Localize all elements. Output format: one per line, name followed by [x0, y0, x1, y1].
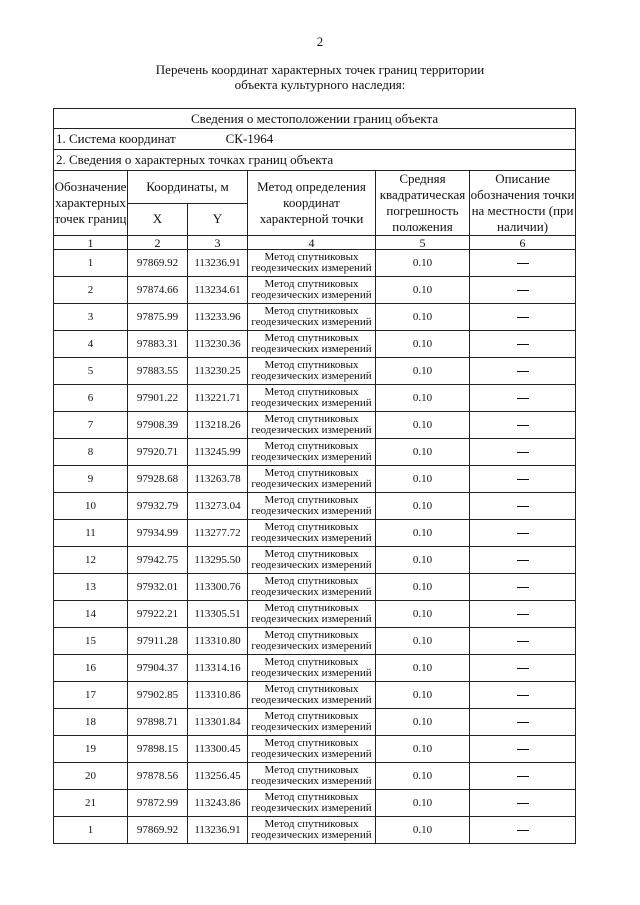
dash-mark: [517, 614, 529, 615]
point-number: 2: [54, 277, 128, 304]
coord-x: 97932.79: [128, 493, 188, 520]
method-cell: Метод спутниковых геодезических измерений: [248, 304, 376, 331]
coord-y: 113310.86: [188, 682, 248, 709]
coord-y: 113233.96: [188, 304, 248, 331]
method-cell: Метод спутниковых геодезических измерений: [248, 790, 376, 817]
dash-mark: [517, 317, 529, 318]
table-row: [54, 790, 576, 817]
point-number: 1: [54, 817, 128, 844]
point-number: 15: [54, 628, 128, 655]
table-row: [54, 331, 576, 358]
description-cell: [470, 682, 576, 709]
coord-x: 97928.68: [128, 466, 188, 493]
coord-x: 97904.37: [128, 655, 188, 682]
coord-y: 113245.99: [188, 439, 248, 466]
coord-y: 113300.76: [188, 574, 248, 601]
table-row: [54, 520, 576, 547]
dash-mark: [517, 398, 529, 399]
table-row: [54, 466, 576, 493]
header-method: Метод определения координат характерной точки: [248, 171, 376, 236]
error-cell: 0.10: [376, 520, 470, 547]
coord-x: 97901.22: [128, 385, 188, 412]
method-cell: Метод спутниковых геодезических измерений: [248, 682, 376, 709]
description-cell: [470, 655, 576, 682]
description-cell: [470, 628, 576, 655]
dash-mark: [517, 695, 529, 696]
column-number: 6: [470, 236, 576, 250]
dash-mark: [517, 506, 529, 507]
coord-y: 113256.45: [188, 763, 248, 790]
column-number: 5: [376, 236, 470, 250]
dash-mark: [517, 641, 529, 642]
table-row: [54, 439, 576, 466]
coord-y: 113310.80: [188, 628, 248, 655]
point-number: 4: [54, 331, 128, 358]
table-row: [54, 736, 576, 763]
method-cell: Метод спутниковых геодезических измерений: [248, 655, 376, 682]
coord-x: 97934.99: [128, 520, 188, 547]
method-cell: Метод спутниковых геодезических измерений: [248, 709, 376, 736]
point-number: 9: [54, 466, 128, 493]
point-number: 3: [54, 304, 128, 331]
description-cell: [470, 250, 576, 277]
method-cell: Метод спутниковых геодезических измерений: [248, 493, 376, 520]
point-number: 11: [54, 520, 128, 547]
coord-y: 113314.16: [188, 655, 248, 682]
coord-y: 113243.86: [188, 790, 248, 817]
section-banner: Сведения о местоположении границ объекта: [54, 109, 576, 129]
column-number: 3: [188, 236, 248, 250]
description-cell: [470, 277, 576, 304]
error-cell: 0.10: [376, 277, 470, 304]
method-cell: Метод спутниковых геодезических измерений: [248, 466, 376, 493]
error-cell: 0.10: [376, 682, 470, 709]
point-number: 16: [54, 655, 128, 682]
error-cell: 0.10: [376, 655, 470, 682]
point-number: 19: [54, 736, 128, 763]
table-row: [54, 547, 576, 574]
coord-x: 97869.92: [128, 250, 188, 277]
dash-mark: [517, 803, 529, 804]
error-cell: 0.10: [376, 736, 470, 763]
dash-mark: [517, 290, 529, 291]
dash-mark: [517, 533, 529, 534]
table-row: [54, 385, 576, 412]
description-cell: [470, 493, 576, 520]
point-number: 6: [54, 385, 128, 412]
table-row: [54, 709, 576, 736]
point-number: 20: [54, 763, 128, 790]
coord-y: 113300.45: [188, 736, 248, 763]
dash-mark: [517, 776, 529, 777]
description-cell: [470, 736, 576, 763]
table-row: [54, 304, 576, 331]
point-number: 14: [54, 601, 128, 628]
dash-mark: [517, 452, 529, 453]
coord-y: 113295.50: [188, 547, 248, 574]
point-number: 13: [54, 574, 128, 601]
column-number: 1: [54, 236, 128, 250]
description-cell: [470, 412, 576, 439]
description-cell: [470, 763, 576, 790]
error-cell: 0.10: [376, 790, 470, 817]
header-x: X: [128, 203, 188, 236]
coord-x: 97902.85: [128, 682, 188, 709]
coord-x: 97869.92: [128, 817, 188, 844]
method-cell: Метод спутниковых геодезических измерений: [248, 385, 376, 412]
coord-x: 97878.56: [128, 763, 188, 790]
coordinate-system-value: СК-1964: [225, 131, 274, 146]
page-number: 2: [316, 34, 324, 49]
error-cell: 0.10: [376, 547, 470, 574]
table-row: [54, 412, 576, 439]
table-row: [54, 493, 576, 520]
method-cell: Метод спутниковых геодезических измерений: [248, 736, 376, 763]
method-cell: Метод спутниковых геодезических измерений: [248, 250, 376, 277]
coord-y: 113230.25: [188, 358, 248, 385]
table-row: [54, 655, 576, 682]
method-cell: Метод спутниковых геодезических измерений: [248, 358, 376, 385]
table-row: [54, 817, 576, 844]
error-cell: 0.10: [376, 331, 470, 358]
point-number: 10: [54, 493, 128, 520]
description-cell: [470, 520, 576, 547]
coord-y: 113301.84: [188, 709, 248, 736]
dash-mark: [517, 668, 529, 669]
header-error: Средняя квадратическая погрешность положения: [376, 171, 470, 236]
point-number: 1: [54, 250, 128, 277]
table-row: [54, 358, 576, 385]
column-number: 2: [128, 236, 188, 250]
column-number: 4: [248, 236, 376, 250]
coord-x: 97898.71: [128, 709, 188, 736]
coord-x: 97942.75: [128, 547, 188, 574]
description-cell: [470, 817, 576, 844]
description-cell: [470, 331, 576, 358]
coord-x: 97874.66: [128, 277, 188, 304]
description-cell: [470, 574, 576, 601]
description-cell: [470, 547, 576, 574]
coord-y: 113263.78: [188, 466, 248, 493]
dash-mark: [517, 263, 529, 264]
method-cell: Метод спутниковых геодезических измерений: [248, 439, 376, 466]
coord-x: 97898.15: [128, 736, 188, 763]
table-row: [54, 763, 576, 790]
header-description: Описание обозначения точки на местности (при наличии): [470, 171, 575, 234]
method-cell: Метод спутниковых геодезических измерений: [248, 817, 376, 844]
header-y: Y: [188, 203, 248, 236]
method-cell: Метод спутниковых геодезических измерений: [248, 574, 376, 601]
dash-mark: [517, 722, 529, 723]
dash-mark: [517, 371, 529, 372]
dash-mark: [517, 560, 529, 561]
method-cell: Метод спутниковых геодезических измерений: [248, 628, 376, 655]
error-cell: 0.10: [376, 817, 470, 844]
coord-y: 113230.36: [188, 331, 248, 358]
coord-x: 97875.99: [128, 304, 188, 331]
coord-y: 113218.26: [188, 412, 248, 439]
error-cell: 0.10: [376, 385, 470, 412]
point-number: 21: [54, 790, 128, 817]
coord-y: 113305.51: [188, 601, 248, 628]
description-cell: [470, 466, 576, 493]
coord-x: 97920.71: [128, 439, 188, 466]
point-number: 5: [54, 358, 128, 385]
coord-x: 97908.39: [128, 412, 188, 439]
table-row: [54, 682, 576, 709]
method-cell: Метод спутниковых геодезических измерений: [248, 520, 376, 547]
coord-x: 97883.31: [128, 331, 188, 358]
description-cell: [470, 439, 576, 466]
coord-x: 97883.55: [128, 358, 188, 385]
point-number: 12: [54, 547, 128, 574]
method-cell: Метод спутниковых геодезических измерений: [248, 331, 376, 358]
table-row: [54, 574, 576, 601]
error-cell: 0.10: [376, 628, 470, 655]
coord-y: 113273.04: [188, 493, 248, 520]
dash-mark: [517, 749, 529, 750]
boundary-points-table: [53, 108, 576, 844]
coord-y: 113277.72: [188, 520, 248, 547]
error-cell: 0.10: [376, 709, 470, 736]
description-cell: [470, 304, 576, 331]
dash-mark: [517, 425, 529, 426]
coord-x: 97922.21: [128, 601, 188, 628]
title-line-2: объекта культурного наследия:: [234, 77, 406, 92]
error-cell: 0.10: [376, 466, 470, 493]
description-cell: [470, 709, 576, 736]
description-cell: [470, 358, 576, 385]
description-cell: [470, 601, 576, 628]
error-cell: 0.10: [376, 304, 470, 331]
description-cell: [470, 790, 576, 817]
coord-y: 113221.71: [188, 385, 248, 412]
points-section-label: 2. Сведения о характерных точках границ объекта: [54, 150, 576, 171]
method-cell: Метод спутниковых геодезических измерений: [248, 547, 376, 574]
dash-mark: [517, 479, 529, 480]
point-number: 17: [54, 682, 128, 709]
description-cell: [470, 385, 576, 412]
method-cell: Метод спутниковых геодезических измерений: [248, 277, 376, 304]
coord-y: 113236.91: [188, 817, 248, 844]
coord-x: 97932.01: [128, 574, 188, 601]
document-title: [0, 62, 640, 92]
error-cell: 0.10: [376, 763, 470, 790]
error-cell: 0.10: [376, 493, 470, 520]
coordinate-system-row: [54, 129, 576, 150]
error-cell: 0.10: [376, 574, 470, 601]
coord-y: 113234.61: [188, 277, 248, 304]
error-cell: 0.10: [376, 412, 470, 439]
coord-x: 97872.99: [128, 790, 188, 817]
column-numbers-row: [54, 236, 576, 250]
dash-mark: [517, 344, 529, 345]
method-cell: Метод спутниковых геодезических измерений: [248, 412, 376, 439]
point-number: 18: [54, 709, 128, 736]
error-cell: 0.10: [376, 250, 470, 277]
header-coordinates: Координаты, м: [128, 171, 248, 204]
coordinate-system-label: 1. Система координат: [56, 131, 176, 146]
dash-mark: [517, 587, 529, 588]
point-number: 8: [54, 439, 128, 466]
title-line-1: Перечень координат характерных точек границ территории: [155, 62, 485, 77]
error-cell: 0.10: [376, 439, 470, 466]
coord-x: 97911.28: [128, 628, 188, 655]
table-row: [54, 601, 576, 628]
header-designation: Обозначение характерных точек границ: [54, 171, 128, 236]
point-number: 7: [54, 412, 128, 439]
coord-y: 113236.91: [188, 250, 248, 277]
error-cell: 0.10: [376, 358, 470, 385]
error-cell: 0.10: [376, 601, 470, 628]
table-row: [54, 628, 576, 655]
method-cell: Метод спутниковых геодезических измерений: [248, 763, 376, 790]
table-row: [54, 277, 576, 304]
method-cell: Метод спутниковых геодезических измерений: [248, 601, 376, 628]
dash-mark: [517, 830, 529, 831]
table-row: [54, 250, 576, 277]
